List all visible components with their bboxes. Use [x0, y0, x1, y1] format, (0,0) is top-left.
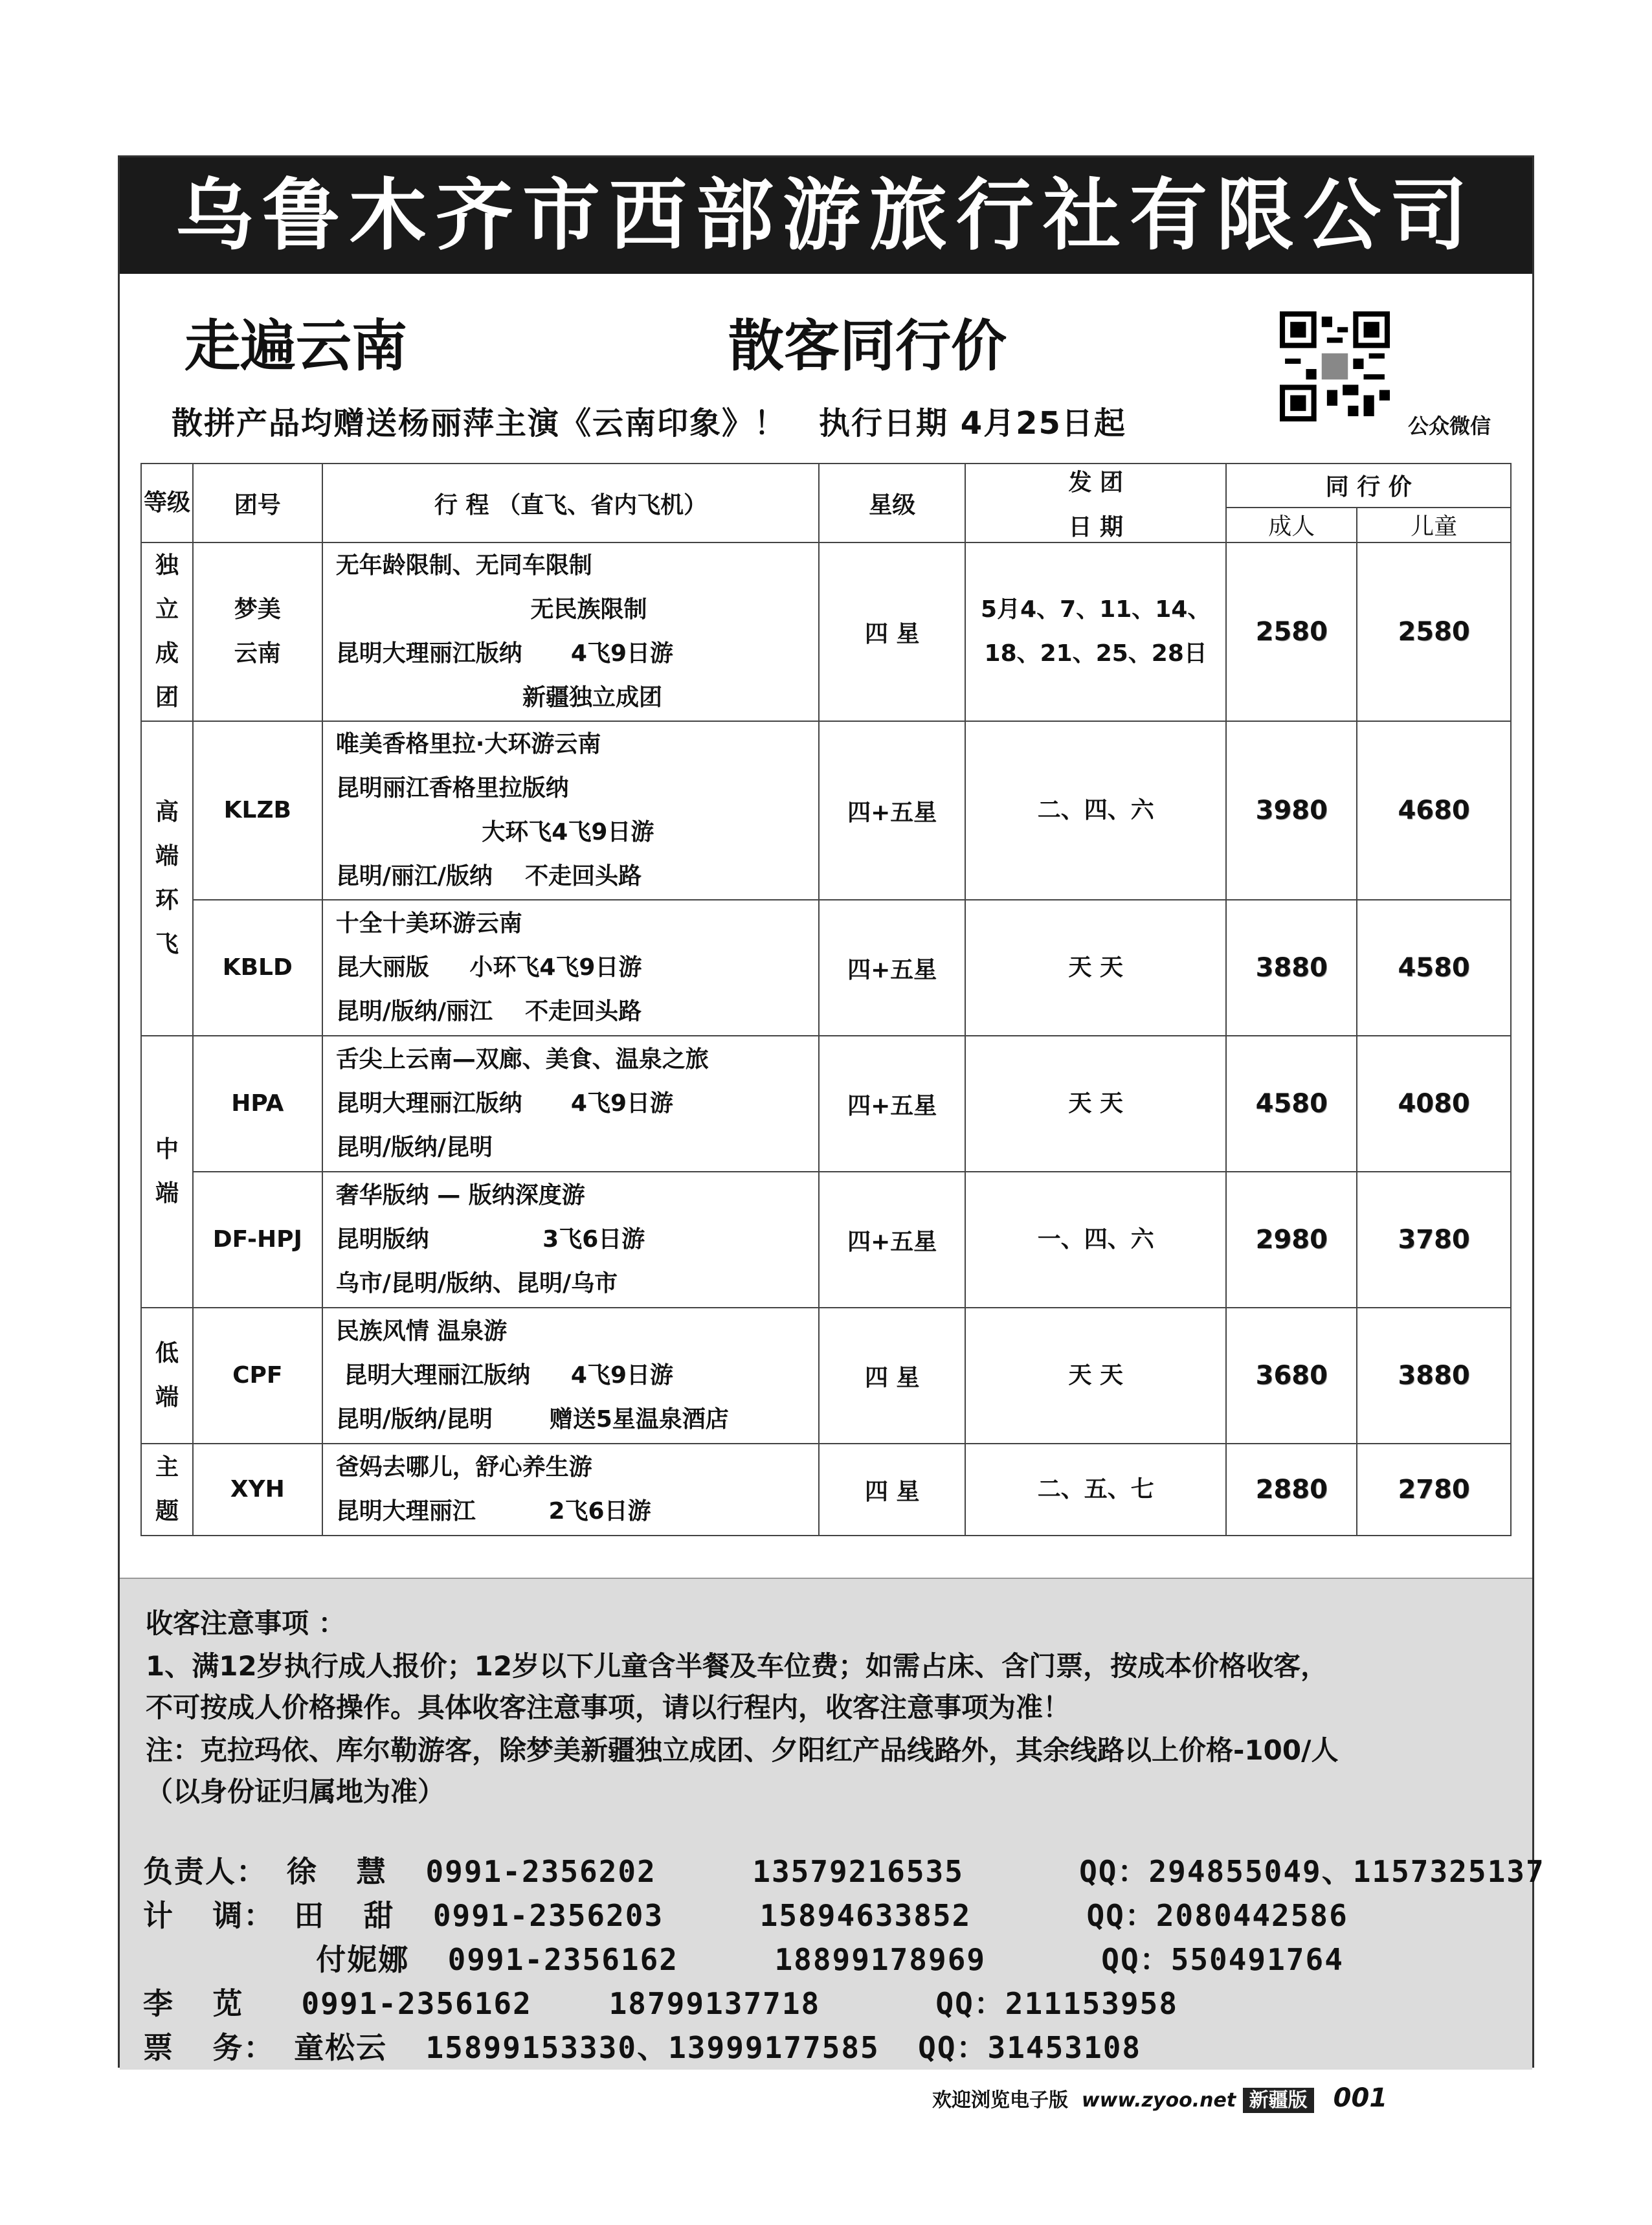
adult-price: 4580 — [1226, 1036, 1357, 1172]
adult-price: 2880 — [1226, 1444, 1357, 1536]
date-cell — [965, 542, 1226, 721]
depart-dates: 一、四、六 — [1037, 1226, 1154, 1253]
header-route: 行 程 （直飞、省内飞机） — [322, 464, 820, 542]
level-cell — [141, 542, 193, 721]
route-cell — [322, 1036, 820, 1172]
price-table — [140, 463, 1512, 1536]
group-code: KLZB — [223, 797, 291, 823]
route-line: 乌市/昆明/版纳、昆明/乌市 — [335, 1270, 618, 1297]
route-line: 昆明大理丽江版纳 4飞9日游 — [335, 1362, 674, 1389]
group-code: KBLD — [222, 954, 293, 981]
qr-code-icon — [1280, 311, 1390, 421]
title-right: 散客同行价 — [728, 314, 1007, 379]
header-depart-line2: 日 期 — [1068, 514, 1123, 541]
footer-url: www.zyoo.net — [1081, 2089, 1236, 2112]
contact-line-5: 票 务： 童松云 15899153330、13999177585 QQ：31453108 — [143, 2030, 1142, 2065]
depart-dates: 二、四、六 — [1037, 797, 1154, 823]
date-cell — [965, 1308, 1226, 1444]
depart-dates: 二、五、七 — [1037, 1476, 1154, 1503]
route-line: 昆明丽江香格里拉版纳 — [335, 775, 569, 801]
child-price: 4680 — [1357, 721, 1511, 900]
star-cell: 四 星 — [819, 1444, 965, 1536]
level-text: 低端 — [155, 1340, 179, 1411]
company-banner: 乌鲁木齐市西部游旅行社有限公司 — [120, 157, 1532, 274]
group-cell — [193, 1308, 322, 1444]
date-cell — [965, 1172, 1226, 1308]
route-line: 昆明大理丽江版纳 4飞9日游 — [335, 1090, 674, 1117]
route-line: 无年龄限制、无同车限制 — [335, 552, 592, 579]
header-adult: 成人 — [1226, 508, 1357, 542]
group-cell — [193, 1444, 322, 1536]
notes-line1: 1、满12岁执行成人报价；12岁以下儿童含半餐及车位费；如需占床、含门票，按成本价格收客， — [146, 1650, 1328, 1682]
route-line: 昆明版纳 3飞6日游 — [335, 1226, 645, 1253]
route-cell — [322, 900, 820, 1036]
level-text: 高端环飞 — [155, 799, 179, 957]
route-line: 爸妈去哪儿，舒心养生游 — [335, 1454, 592, 1481]
route-line: 昆明大理丽江版纳 4飞9日游 — [335, 640, 674, 667]
child-price: 2580 — [1357, 542, 1511, 721]
route-cell — [322, 1444, 820, 1536]
date-cell — [965, 900, 1226, 1036]
effective-date: 执行日期 4月25日起 — [819, 405, 1126, 442]
header-child: 儿童 — [1357, 508, 1511, 542]
notes-line2: 不可按成人价格操作。具体收客注意事项，请以行程内，收客注意事项为准！ — [146, 1692, 1071, 1723]
depart-dates: 天 天 — [1068, 1090, 1123, 1117]
adult-price: 3880 — [1226, 900, 1357, 1036]
child-price: 3880 — [1357, 1308, 1511, 1444]
route-line: 十全十美环游云南 — [335, 910, 522, 937]
title-left: 走遍云南 — [184, 314, 407, 379]
table-row — [141, 900, 1511, 1036]
depart-dates: 5月4、7、11、14、 18、21、25、28日 — [981, 596, 1211, 667]
footer-page: 001 — [1333, 2083, 1388, 2113]
group-cell — [193, 900, 322, 1036]
group-code: XYH — [230, 1476, 285, 1503]
header-level: 等级 — [141, 464, 193, 542]
group-cell — [193, 542, 322, 721]
level-cell — [141, 1308, 193, 1444]
depart-dates: 天 天 — [1068, 954, 1123, 981]
contact-line-1: 负责人： 徐 慧 0991-2356202 13579216535 QQ：294855049、1157325137 — [143, 1854, 1545, 1889]
group-cell — [193, 721, 322, 900]
child-price: 4580 — [1357, 900, 1511, 1036]
level-cell — [141, 1444, 193, 1536]
route-line: 新疆独立成团 — [335, 684, 662, 711]
contact-line-3: 付妮娜 0991-2356162 18899178969 QQ：550491764 — [143, 1942, 1344, 1977]
page-frame — [118, 155, 1545, 2068]
level-text: 独立成团 — [155, 552, 179, 711]
footer-edition: 新疆版 — [1243, 2088, 1314, 2113]
group-cell — [193, 1036, 322, 1172]
star-cell: 四+五星 — [819, 1172, 965, 1308]
footer — [932, 2083, 1387, 2113]
header-star: 星级 — [819, 464, 965, 542]
notes-line4: （以身份证归属地为准） — [146, 1776, 445, 1807]
route-line: 昆大丽版 小环飞4飞9日游 — [335, 954, 642, 981]
table-row — [141, 721, 1511, 900]
level-text: 主题 — [155, 1454, 179, 1525]
contact-line-4: 李 苋 0991-2356162 18799137718 QQ：211153958 — [143, 1986, 1179, 2021]
adult-price: 2580 — [1226, 542, 1357, 721]
adult-price: 3680 — [1226, 1308, 1357, 1444]
route-line: 昆明/版纳/丽江 不走回头路 — [335, 998, 642, 1025]
level-cell — [141, 721, 193, 1036]
date-cell — [965, 1444, 1226, 1536]
route-cell — [322, 542, 820, 721]
child-price: 4080 — [1357, 1036, 1511, 1172]
promo-line — [172, 398, 1126, 443]
depart-dates: 天 天 — [1068, 1362, 1123, 1389]
route-cell — [322, 1172, 820, 1308]
route-line: 民族风情 温泉游 — [335, 1318, 508, 1345]
date-cell — [965, 721, 1226, 900]
star-cell: 四 星 — [819, 542, 965, 721]
table-row — [141, 1036, 1511, 1172]
route-line: 昆明/版纳/昆明 赠送5星温泉酒店 — [335, 1406, 729, 1433]
group-cell — [193, 1172, 322, 1308]
route-line: 昆明/版纳/昆明 — [335, 1134, 493, 1161]
route-cell — [322, 1308, 820, 1444]
table-row — [141, 1444, 1511, 1536]
adult-price: 2980 — [1226, 1172, 1357, 1308]
route-line: 昆明大理丽江 2飞6日游 — [335, 1498, 651, 1525]
date-cell — [965, 1036, 1226, 1172]
route-line: 昆明/丽江/版纳 不走回头路 — [335, 863, 642, 889]
notes-line3: 注：克拉玛依、库尔勒游客，除梦美新疆独立成团、夕阳红产品线路外，其余线路以上价格-100/人 — [146, 1734, 1339, 1766]
notes-section — [120, 1578, 1545, 2070]
qr-label: 公众微信 — [1408, 414, 1491, 438]
notes-title: 收客注意事项 ： — [146, 1607, 346, 1639]
table-row — [141, 542, 1511, 721]
route-cell — [322, 721, 820, 900]
header-depart — [965, 464, 1226, 542]
level-cell — [141, 1036, 193, 1308]
header-price: 同 行 价 — [1226, 464, 1511, 508]
table-row — [141, 1172, 1511, 1308]
route-line: 唯美香格里拉·大环游云南 — [335, 731, 601, 757]
promo-text: 散拼产品均赠送杨丽萍主演《云南印象》！ — [172, 405, 787, 442]
child-price: 2780 — [1357, 1444, 1511, 1536]
group-code: 梦美 云南 — [234, 596, 281, 667]
route-line: 奢华版纳 — 版纳深度游 — [335, 1182, 585, 1209]
child-price: 3780 — [1357, 1172, 1511, 1308]
group-code: DF-HPJ — [212, 1226, 302, 1253]
route-line: 大环飞4飞9日游 — [335, 819, 654, 845]
star-cell: 四+五星 — [819, 900, 965, 1036]
level-text: 中端 — [155, 1136, 179, 1207]
star-cell: 四+五星 — [819, 721, 965, 900]
star-cell: 四 星 — [819, 1308, 965, 1444]
adult-price: 3980 — [1226, 721, 1357, 900]
footer-welcome: 欢迎浏览电子版 — [932, 2089, 1068, 2112]
group-code: HPA — [231, 1090, 284, 1117]
header-depart-line1: 发 团 — [1068, 469, 1123, 496]
route-line: 无民族限制 — [335, 596, 647, 623]
contact-line-2: 计 调： 田 甜 0991-2356203 15894633852 QQ：2080442586 — [143, 1898, 1348, 1933]
header-group: 团号 — [193, 464, 322, 542]
route-line: 舌尖上云南—双廊、美食、温泉之旅 — [335, 1046, 709, 1073]
group-code: CPF — [232, 1362, 283, 1389]
table-row — [141, 1308, 1511, 1444]
star-cell: 四+五星 — [819, 1036, 965, 1172]
